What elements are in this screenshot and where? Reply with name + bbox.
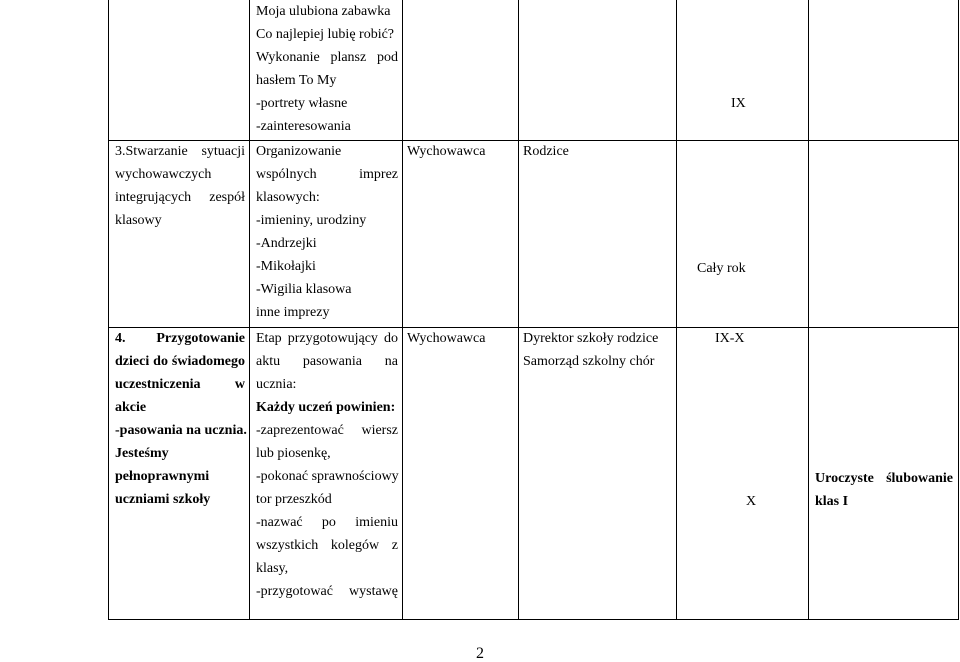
text-line: inne imprezy: [256, 305, 330, 320]
text-line: -Mikołajki: [256, 259, 316, 274]
text-line: pełnoprawnymi: [115, 469, 210, 484]
text-line: klas I: [815, 494, 849, 509]
text-line: -portrety własne: [256, 96, 348, 111]
text-line: -Wigilia klasowa: [256, 282, 352, 297]
column-divider: [676, 0, 677, 620]
row4-term-bottom: X: [746, 494, 757, 509]
text-line: Jesteśmy: [115, 446, 169, 461]
text-line: -Andrzejki: [256, 236, 317, 251]
top-term: IX: [731, 96, 746, 111]
column-divider: [402, 0, 403, 620]
text-line: ucznia:: [256, 377, 297, 392]
row4-responsible: Wychowawca: [407, 331, 486, 346]
text-line: wspólnych imprez: [256, 167, 398, 182]
table-border-bottom: [108, 619, 959, 620]
text-line: Wykonanie plansz pod: [256, 50, 398, 65]
text-line: Organizowanie: [256, 144, 342, 159]
text-line: klasy,: [256, 561, 289, 576]
row4-partners-line: Dyrektor szkoły rodzice: [523, 331, 659, 346]
text-line: 4. Przygotowanie: [115, 331, 245, 346]
text-line: Moja ulubiona zabawka: [256, 4, 391, 19]
text-line: aktu pasowania na: [256, 354, 398, 369]
text-line: hasłem To My: [256, 73, 337, 88]
text-line: lub piosenkę,: [256, 446, 331, 461]
text-line: akcie: [115, 400, 147, 415]
text-line: wychowawczych: [115, 167, 212, 182]
text-line: -imieniny, urodziny: [256, 213, 367, 228]
text-line: Co najlepiej lubię robić?: [256, 27, 395, 42]
table-border-left: [108, 0, 109, 620]
row4-partners-line: Samorząd szkolny chór: [523, 354, 655, 369]
text-line: -nazwać po imieniu: [256, 515, 398, 530]
text-line: uczestniczenia w: [115, 377, 245, 392]
row3-partners: Rodzice: [523, 144, 569, 159]
text-line: -zaprezentować wiersz: [256, 423, 398, 438]
row4-term-top: IX-X: [715, 331, 745, 346]
text-line: klasowych:: [256, 190, 320, 205]
text-line: Każdy uczeń powinien:: [256, 400, 396, 415]
text-line: dzieci do świadomego: [115, 354, 245, 369]
column-divider: [249, 0, 250, 620]
row-divider: [108, 327, 959, 328]
table-border-right: [958, 0, 959, 620]
text-line: Etap przygotowujący do: [256, 331, 398, 346]
page-number: 2: [476, 645, 484, 662]
column-divider: [808, 0, 809, 620]
text-line: wszystkich kolegów z: [256, 538, 398, 553]
text-line: -przygotować wystawę: [256, 584, 398, 599]
text-line: 3.Stwarzanie sytuacji: [115, 144, 245, 159]
text-line: tor przeszkód: [256, 492, 332, 507]
column-divider: [518, 0, 519, 620]
row-divider: [108, 140, 959, 141]
text-line: -pasowania na ucznia.: [115, 423, 247, 438]
text-line: -pokonać sprawnościowy: [256, 469, 399, 484]
text-line: integrujących zespół: [115, 190, 245, 205]
text-line: Uroczyste ślubowanie: [815, 471, 953, 486]
text-line: -zainteresowania: [256, 119, 351, 134]
row3-responsible: Wychowawca: [407, 144, 486, 159]
row3-term: Cały rok: [697, 261, 746, 276]
text-line: klasowy: [115, 213, 162, 228]
text-line: uczniami szkoły: [115, 492, 211, 507]
